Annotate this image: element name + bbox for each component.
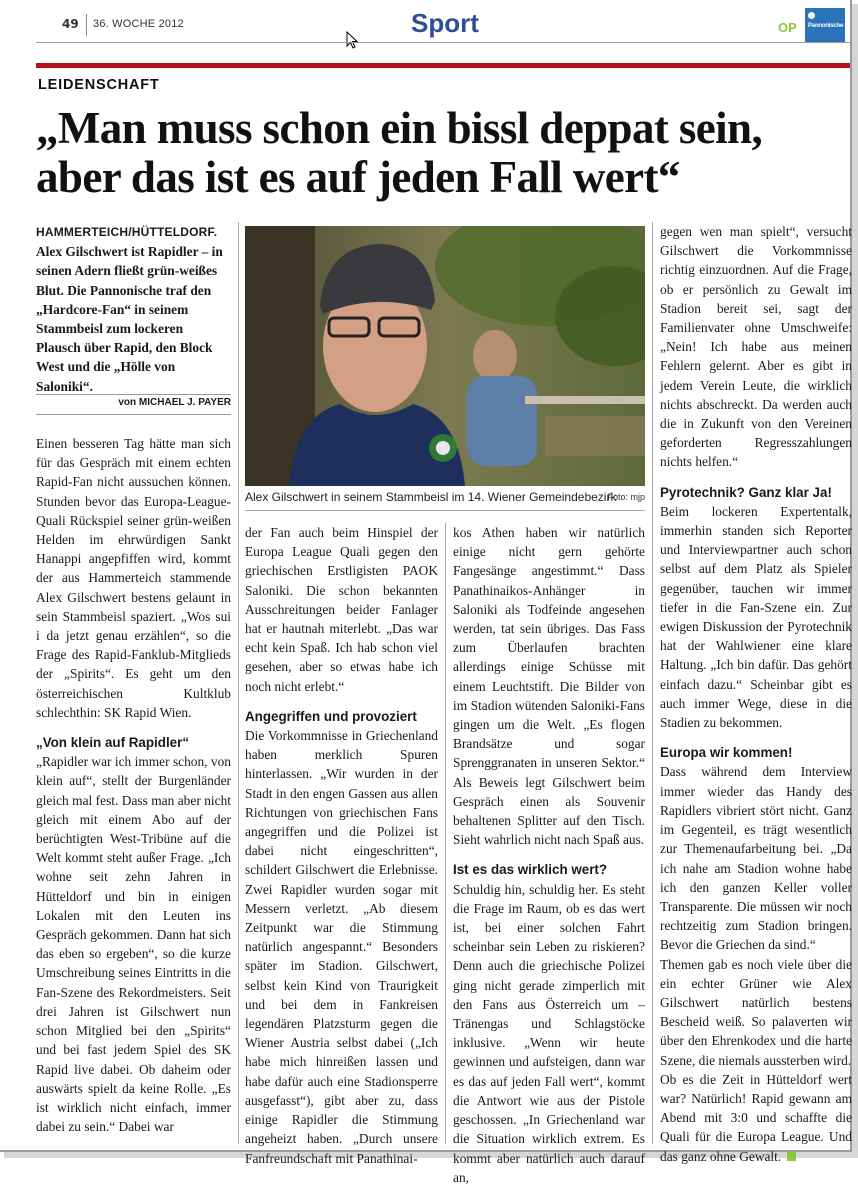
byline-rule-top <box>36 394 231 395</box>
paragraph: Dass während dem Interview immer wieder das Handy des Rapidlers vibriert stört nicht. Ganz im Gegenteil, es trägt wesentlich zur Themenaufarbeitung bei. „Da ich nahe am Stadion wohne habe ich den ganzen Keller voller Transparente. Die müssen wir noch rechtzeitig zum Stadion bringen. Bevor die Griechen da sind.“ <box>660 764 852 953</box>
paragraph: Beim lockeren Expertentalk, immerhin standen sich Reporter und Interviewpartner auch schon selbst auf dem Platz als Spieler gegenüber, tauchen wir immer tiefer in die Fan-Szene ein. Zur ewigen Diskussion der Pyrotechnik hat der Wahlwiener eine klare Haltung. „Ich bin dafür. Das gehört einfach dazu.“ Scheinbar gibt es auch immer Wege, diese in die Stadien zu bekommen. <box>660 503 852 731</box>
paragraph: Themen gab es noch viele über die ein echter Grüner wie Alex Gilschwert natürlich bestens Bescheid weiß. So palaverten wir über den Ehrenkodex und die harte Szene, die niemals aussterben wird. <box>660 956 852 1068</box>
caption-text: Alex Gilschwert in seinem Stammbeisl im 14. Wiener Gemeindebezirk <box>245 490 617 504</box>
paragraph: kos Athen haben wir natürlich einige nicht gern gehörte Fangesänge angestimmt.“ Dass Panathinaikos-Anhänger in Saloniki als Todfeinde angesehen werden, tat sein übriges. Das Fass zum Überlaufen brachten allerdings einige Schüsse mit einem Leuchtstift. Die Bilder von im Stadion wütenden Saloniki-Fans gingen um die Welt. „Es flogen Brandsätze und sogar Sprenggranaten in unseren Sektor.“ Als Beweis legt Gilschwert beim Gespräch einen als Souvenir behaltenen Splitter auf den Tisch. Sieht wahrlich nicht nach Spaß aus. <box>453 525 645 848</box>
article-photo <box>245 226 645 486</box>
byline: von MICHAEL J. PAYER <box>118 397 231 408</box>
headline-line-2: aber das ist es auf jeden Fall wert“ <box>36 152 680 202</box>
article-column-4 <box>660 222 852 1166</box>
kicker: LEIDENSCHAFT <box>38 77 160 93</box>
paragraph: gegen wen man spielt“, versucht Gilschwert die Vorkommnisse richtig einzuordnen. Auf die Frage, ob er persönlich zu Gewalt im Stadion bereit sei, sagt der Familienvater ohne Umschweife: „Nein! Ich habe aus meinen Fehlern gelernt. Aber es gibt in jedem Verein Leute, die wirklich nichts abschreckt. Da werden auch die in Zukunft von den Vereinen geforderten Regresszahlungen nichts helfen.“ <box>660 224 852 470</box>
paragraph <box>660 1070 852 1166</box>
photo-caption <box>245 490 645 504</box>
paragraph: Einen besseren Tag hätte man sich für das Gespräch mit einem echten Rapid-Fan nicht aussuchen können. Stunden bevor das Europa-League-Quali Rückspiel seiner grün-weißen Helden im ehrwürdigen Sankt Hanappi angepfiffen wird, kommt der aus Hammerteich stammende Alex Gilschwert bestens gelaunt in sein Stammbeisl spaziert. „Wos sui i da jetzt genau erzählen“, so die Frage des Rapid-Fanklub-Mitglieds der „Spirits“. Es geht um den österreichischen Kultklub schlechthin: SK Rapid Wien. <box>36 436 231 720</box>
headline <box>36 104 850 202</box>
red-accent-bar <box>36 63 850 68</box>
article-column-2 <box>245 523 438 1168</box>
subheading: Europa wir kommen! <box>660 745 793 761</box>
logo-dot-icon <box>808 12 815 19</box>
photo-credit: Foto: mjp <box>607 492 645 502</box>
byline-rule-bottom <box>36 414 231 415</box>
paragraph: Die Vorkommnisse in Griechenland haben merklich Spuren hinterlassen. „Wir wurden in der Stadt in den engen Gassen aus allen Richtungen von griechischen Fans angegriffen und die Polizei ist dabei nicht eingeschritten“, schildert Gilschwert die Erlebnisse. Zwei Rapidler wurden sogar mit Messern verletzt. „Ab diesem Zeitpunkt war die Stimmung natürlich angespannt.“ Besonders später im Stadion. Gilschwert, selbst kein Kind von Traurigkeit und bei dem in Fankreisen legendären Platzsturm gegen die Wiener Austria selbst dabei („Ich habe mich hinreißen lassen und habe dafür auch eine Stadionsperre ausgefasst“), gibt aber zu, dass einige Rapidler die Stimmung angeheizt haben. „Durch unsere Fanfreundschaft mit Panathinai- <box>245 728 438 1166</box>
article-column-1 <box>36 434 231 1136</box>
page-number: 49 <box>62 17 79 31</box>
subheading: „Von klein auf Rapidler“ <box>36 735 190 751</box>
subheading: Pyrotechnik? Ganz klar Ja! <box>660 484 832 500</box>
subheading: Ist es das wirklich wert? <box>453 862 608 878</box>
op-label: OP <box>778 20 797 35</box>
column-rule <box>445 523 446 1144</box>
paragraph: Schuldig hin, schuldig her. Es steht die Frage im Raum, ob es das wert ist, bei einer solchen Fahrt scheinbar sein Leben zu riskieren? Denn auch die griechische Polizei ging nicht gerade zimperlich mit den Fans aus Österreich um – Tränengas und Schlagstöcke inklusive. „Wenn wir heute gewinnen und aufsteigen, dann war es das auf jeden Fall wert“, kommt die Antwort wie aus der Pistole geschossen. „In Griechenland war die Situation wirklich extrem. Es kommt aber natürlich auch darauf an, <box>453 881 645 1185</box>
paragraph: „Rapidler war ich immer schon, von klein auf“, stellt der Burgenländer gleich mal fest. Dass man aber nicht gleich mit einem Abo auf der berüchtigten West-Tribüne auf die Welt kommt steht außer Frage. „Ich wohne seit zehn Jahren in Hütteldorf und bin in einigen Lokalen mit den Leuten ins Gespräch gekommen. Dann hat sich das eben so ergeben“, so die kurze Umschreibung seines Eintritts in die Fan-Szene des Rekordmeisters. Seit drei Jahren ist Gilschwert nun schon Mitglied bei den „Spirits“ und bei fast jedem Spiel des SK Rapid live dabei. Ob daheim oder auswärts spielt da keine Rolle. „Es ist wirklich nicht einfach, immer dabei zu sein.“ Dabei war <box>36 754 231 1135</box>
logo-text: Pannonische <box>808 23 844 29</box>
headline-line-1: „Man muss schon ein bissl deppat sein, <box>36 103 763 153</box>
paragraph: der Fan auch beim Hinspiel der Europa League Quali gegen den griechischen Erstligisten PAOK Saloniki. Die schon bekannten Ausschreitungen beider Fanlager hat er hautnah miterlebt. „Das war echt kein Spaß. Ich hab schon viel gesehen, aber so etwas habe ich noch nicht erlebt.“ <box>245 525 438 694</box>
closing-text: Ob es die Zeit in Hütteldorf wert war? Natürlich! Rapid gewann am Abend mit 3:0 und schaffte die Quali für die Europa League. Und das ganz ohne Gewalt. <box>660 1071 852 1164</box>
lead-paragraph <box>36 222 231 396</box>
newspaper-logo <box>805 8 845 42</box>
dateline: HAMMERTEICH/HÜTTELDORF. <box>36 225 218 239</box>
subheading: Angegriffen und provoziert <box>245 708 417 724</box>
article-column-3 <box>453 523 645 1187</box>
section-title: Sport <box>411 8 479 38</box>
end-mark-icon <box>787 1152 796 1161</box>
page-shadow-right <box>852 4 858 1158</box>
column-rule <box>238 222 239 1144</box>
header-rule <box>36 42 850 43</box>
lead-text: Alex Gilschwert ist Rapidler – in seinen Adern fließt grün-weißes Blut. Die Pannonische traf den „Hardcore-Fan“ in seinem Stammbeisl zum lockeren Plausch über Rapid, den Block West und die „Hölle von Saloniki“. <box>36 244 223 394</box>
column-rule <box>652 222 653 1144</box>
issue-week: 36. WOCHE 2012 <box>93 18 184 30</box>
header-separator <box>86 14 87 36</box>
caption-rule <box>245 510 645 511</box>
